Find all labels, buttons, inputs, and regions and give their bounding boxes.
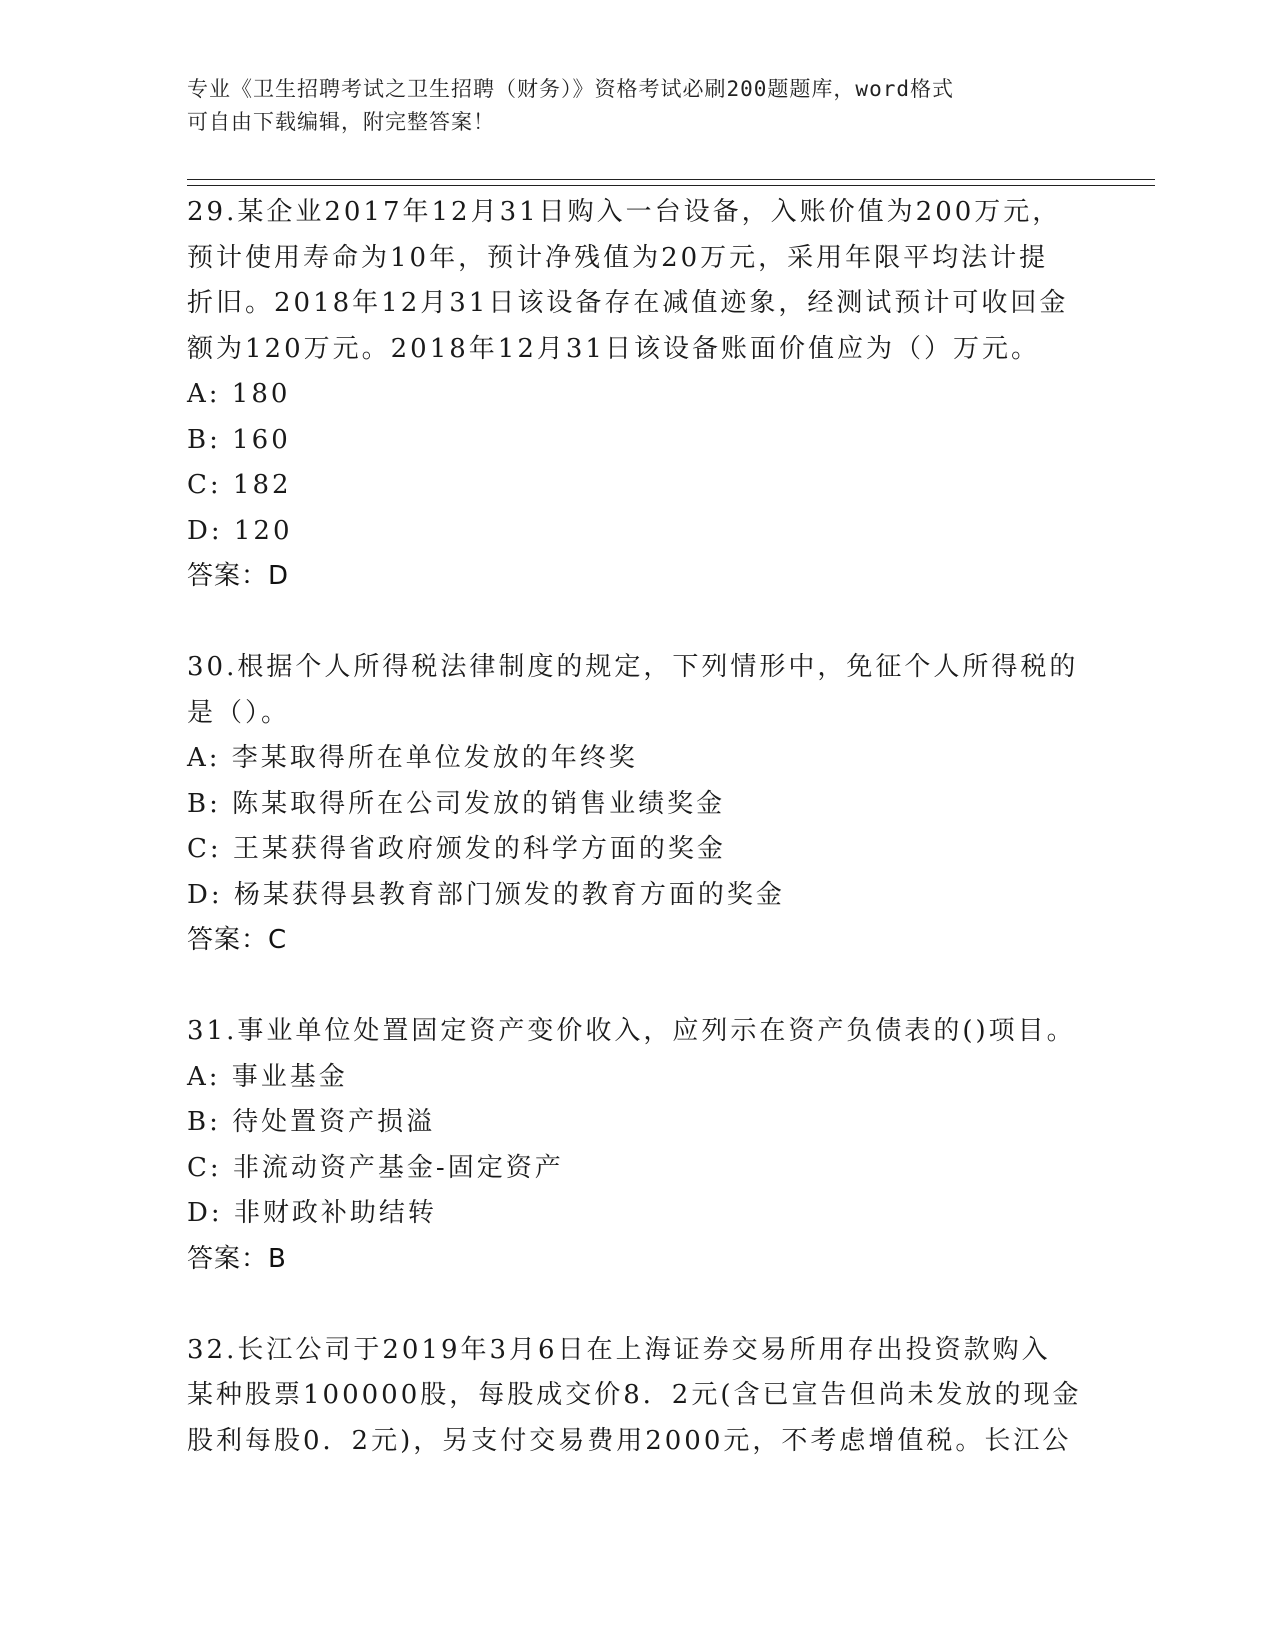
question-list xyxy=(187,190,1082,1464)
document-header xyxy=(187,73,1067,139)
question-32 xyxy=(187,1328,1082,1465)
question-text-line: 30.根据个人所得税法律制度的规定，下列情形中，免征个人所得税的 xyxy=(187,652,1079,682)
option-b: B: 160 xyxy=(187,424,291,455)
header-title-line-1: 专业《卫生招聘考试之卫生招聘（财务）》资格考试必刷200题题库，word格式 xyxy=(187,77,954,101)
header-title-line-2: 可自由下载编辑，附完整答案！ xyxy=(187,110,495,134)
option-d: D: 非财政补助结转 xyxy=(187,1198,437,1228)
question-30 xyxy=(187,645,1077,964)
answer-label: 答案：D xyxy=(187,561,290,591)
header-divider-bottom xyxy=(187,185,1155,186)
option-a: A: 事业基金 xyxy=(187,1061,348,1092)
option-d: D: 杨某获得县教育部门颁发的教育方面的奖金 xyxy=(187,879,785,910)
option-a: A: 180 xyxy=(187,379,291,409)
option-a: A: 李某取得所在单位发放的年终奖 xyxy=(187,743,638,773)
option-b: B: 陈某取得所在公司发放的销售业绩奖金 xyxy=(187,788,726,819)
question-spacer xyxy=(187,1282,1077,1328)
question-text-line: 折旧。2018年12月31日该设备存在减值迹象，经测试预计可收回金 xyxy=(187,288,1069,318)
answer-label: 答案：C xyxy=(187,925,288,955)
question-text-line: 是（）。 xyxy=(187,697,291,728)
question-spacer xyxy=(187,964,1077,1010)
option-c: C: 王某获得省政府颁发的科学方面的奖金 xyxy=(187,834,726,864)
question-29 xyxy=(187,190,1077,600)
question-text-line: 股利每股0．2元)，另支付交易费用2000元，不考虑增值税。长江公 xyxy=(187,1425,1072,1456)
option-c: C: 182 xyxy=(187,470,292,500)
answer-label: 答案：B xyxy=(187,1243,287,1274)
question-text-line: 32.长江公司于2019年3月6日在上海证券交易所用存出投资款购入 xyxy=(187,1334,1051,1365)
question-text-line: 某种股票100000股，每股成交价8．2元(含已宣告但尚未发放的现金 xyxy=(187,1380,1082,1410)
question-text-line: 31.事业单位处置固定资产变价收入，应列示在资产负债表的()项目。 xyxy=(187,1016,1076,1046)
option-b: B: 待处置资产损溢 xyxy=(187,1107,436,1137)
header-divider-top xyxy=(187,179,1155,180)
option-c: C: 非流动资产基金-固定资产 xyxy=(187,1152,564,1183)
question-text-line: 额为120万元。2018年12月31日该设备账面价值应为（）万元。 xyxy=(187,333,1040,364)
question-text-line: 预计使用寿命为10年，预计净残值为20万元，采用年限平均法计提 xyxy=(187,242,1049,273)
option-d: D: 120 xyxy=(187,515,293,546)
question-31 xyxy=(187,1009,1077,1282)
question-spacer xyxy=(187,600,1077,646)
question-text-line: 29.某企业2017年12月31日购入一台设备，入账价值为200万元， xyxy=(187,197,1062,227)
